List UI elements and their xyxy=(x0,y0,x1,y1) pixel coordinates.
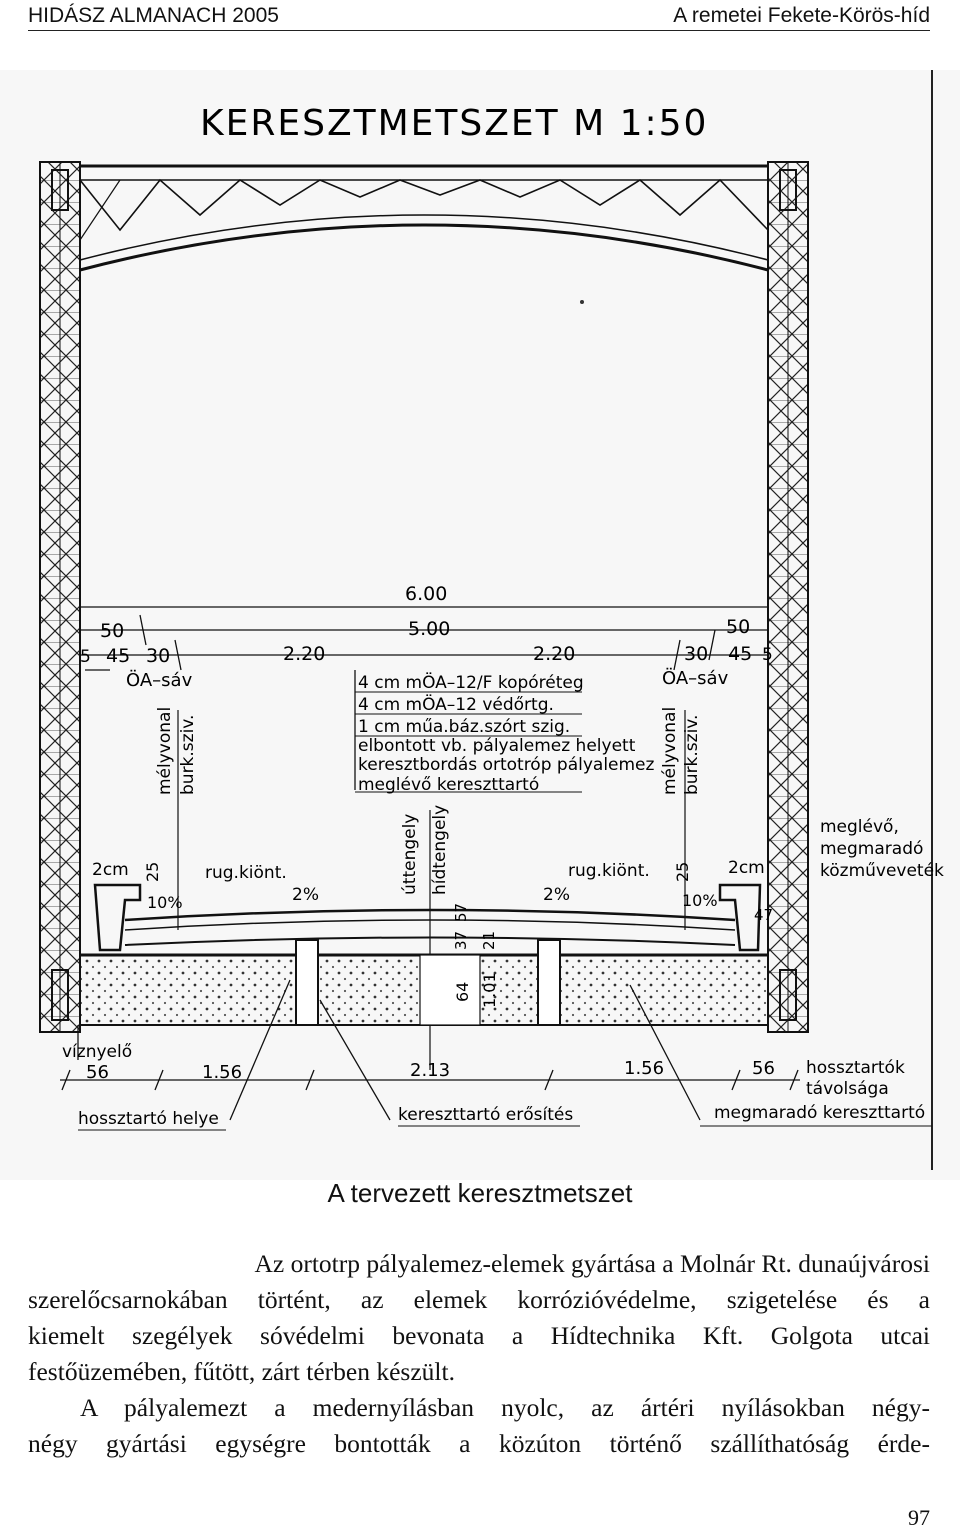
deck-left-10pct: 10% xyxy=(147,893,183,912)
deck-left-2cm: 2cm xyxy=(92,860,129,880)
deck-dim-57: 57 xyxy=(452,902,470,922)
label-melyvonal-right: mélyvonal xyxy=(660,706,680,795)
header-article-title: A remetei Fekete-Körös-híd xyxy=(673,4,930,27)
running-header xyxy=(0,0,960,32)
dim-right-45: 45 xyxy=(728,643,753,665)
dim-right-30: 30 xyxy=(684,643,709,665)
p1-line-2: szerelőcsarnokában történt, az elemek korrózióvédelme, szigetelése és a xyxy=(28,1285,930,1314)
label-uttengely: úttengely xyxy=(400,813,420,895)
layer-3: 1 cm műa.báz.szórt szig. xyxy=(358,717,571,737)
bottom-center-213: 2.13 xyxy=(410,1060,451,1081)
deck-dim-37: 37 xyxy=(452,930,470,950)
deck-dim-101: 1.01 xyxy=(480,972,499,1008)
label-burk-left: burk.sziv. xyxy=(178,714,198,795)
drawing-title: KERESZTMETSZET M 1:50 xyxy=(200,103,709,144)
deck-left-slope: 2% xyxy=(292,885,319,905)
bottom-hossztarto-helye: hossztartó helye xyxy=(78,1109,219,1129)
bottom-megmarado-kereszttarto: megmaradó kereszttartó xyxy=(714,1103,926,1123)
layer-2: 4 cm mÖA–12 védőrtg. xyxy=(358,695,554,715)
bottom-left-56: 56 xyxy=(86,1062,109,1083)
bottom-kereszttarto-erosites: kereszttartó erősítés xyxy=(398,1105,574,1125)
p2-line-1: A pályalemezt a medernyílásban nyolc, az ártéri nyílásokban négy- xyxy=(80,1393,930,1422)
paragraph-1 xyxy=(28,1246,930,1390)
cross-section-drawing xyxy=(0,70,960,1180)
deck-dim-47: 47 xyxy=(754,906,774,924)
layer-5: keresztbordás ortotróp pályalemez xyxy=(358,755,655,775)
deck-dim-64: 64 xyxy=(453,981,472,1002)
dim-right-5: 5 xyxy=(762,645,773,665)
utility-note-line-1: meglévő, xyxy=(820,817,899,837)
bottom-viznyelo: víznyelő xyxy=(62,1042,133,1062)
layer-6: meglévő kereszttartó xyxy=(358,775,540,795)
dim-left-50: 50 xyxy=(100,620,125,642)
dim-total-width: 6.00 xyxy=(405,583,448,605)
right-truss-column xyxy=(768,162,808,1032)
utility-note-line-3: közműveveték xyxy=(820,861,944,881)
label-burk-right: burk.sziv. xyxy=(682,714,702,795)
deck-right-2cm: 2cm xyxy=(728,858,765,878)
deck-right-slope: 2% xyxy=(543,885,570,905)
dim-left-45: 45 xyxy=(106,645,131,667)
bottom-right-156: 1.56 xyxy=(624,1058,665,1079)
layer-4: elbontott vb. pályalemez helyett xyxy=(358,736,636,756)
oa-lane-left: ÖA–sáv xyxy=(126,670,193,691)
dim-right-half: 2.20 xyxy=(533,643,576,665)
bottom-left-156: 1.56 xyxy=(202,1062,243,1083)
oa-lane-right: ÖA–sáv xyxy=(662,668,729,689)
p1-line-4: festőüzemében, fűtött, zárt térben készült. xyxy=(28,1357,455,1386)
left-truss-column xyxy=(40,162,80,1032)
scan-speck xyxy=(580,300,584,304)
dim-right-50: 50 xyxy=(726,616,751,638)
deck-right-25: 25 xyxy=(673,861,692,882)
bottom-hossztartok: hossztartók xyxy=(806,1058,905,1078)
label-hidtengely: hídtengely xyxy=(430,804,450,895)
page-number: 97 xyxy=(908,1505,930,1530)
utility-note-line-2: megmaradó xyxy=(820,839,924,859)
bottom-tavolsaga: távolsága xyxy=(806,1079,889,1099)
deck-dim-21: 21 xyxy=(480,930,498,950)
deck-left-25: 25 xyxy=(143,861,162,882)
dim-left-5: 5 xyxy=(80,647,91,667)
header-journal-title: HIDÁSZ ALMANACH 2005 xyxy=(28,4,279,27)
paragraph-2 xyxy=(28,1390,930,1462)
p2-line-2: négy gyártási egységre bontották a közúton történő szállíthatóság érde- xyxy=(28,1429,930,1458)
p1-line-3: kiemelt szegélyek sóvédelmi bevonata a Hídtechnika Kft. Golgota utcai xyxy=(28,1321,930,1350)
header-rule xyxy=(28,30,930,31)
label-melyvonal-left: mélyvonal xyxy=(155,706,175,795)
deck-right-10pct: 10% xyxy=(682,891,718,910)
layer-1: 4 cm mÖA–12/F kopóréteg xyxy=(358,673,584,693)
dim-inner-width: 5.00 xyxy=(408,618,451,640)
deck-right-rug: rug.kiönt. xyxy=(568,861,650,881)
p1-line-1: Az ortotrp pályalemez-elemek gyártása a Molnár Rt. dunaújvárosi xyxy=(254,1249,930,1278)
deck-left-rug: rug.kiönt. xyxy=(205,863,287,883)
bottom-right-56: 56 xyxy=(752,1058,775,1079)
article-body xyxy=(28,1246,930,1462)
dim-left-30: 30 xyxy=(146,645,171,667)
dim-left-half: 2.20 xyxy=(283,643,326,665)
drawing-svg xyxy=(0,70,960,1180)
figure-caption: A tervezett keresztmetszet xyxy=(327,1178,633,1208)
